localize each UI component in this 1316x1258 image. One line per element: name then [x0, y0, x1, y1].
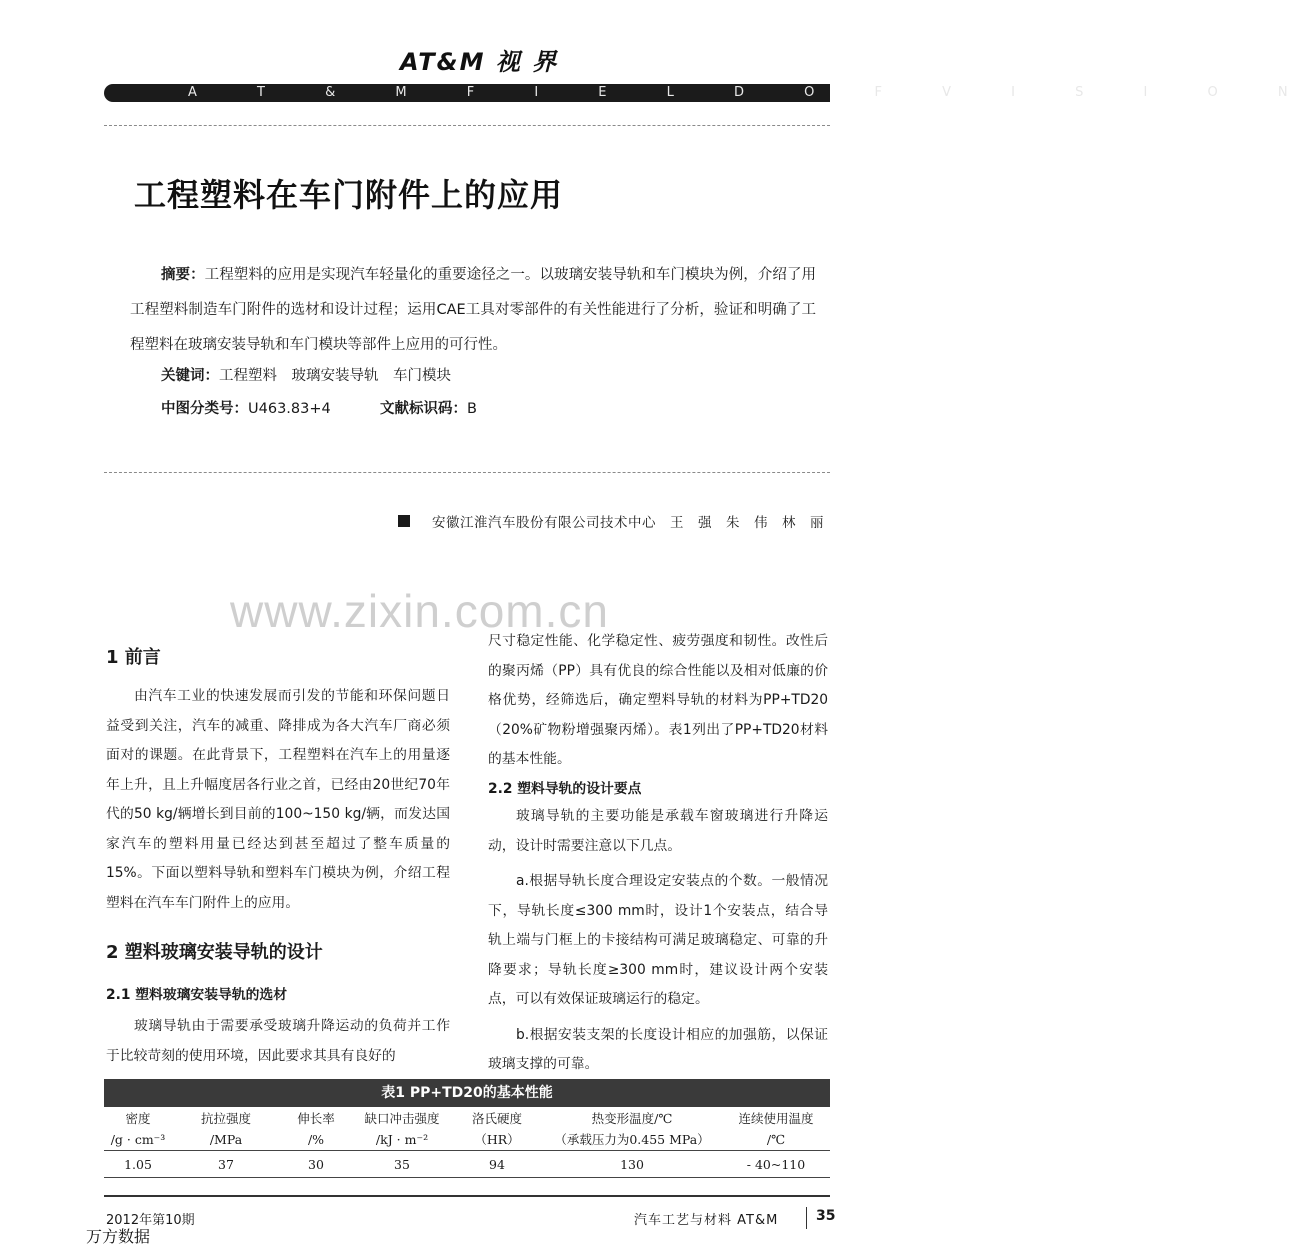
- heading-preface: 1 前言: [106, 647, 161, 668]
- page-number: 35: [816, 1208, 836, 1224]
- journal-name: 汽车工艺与材料 AT&M: [634, 1213, 779, 1228]
- table-units-row: [104, 1129, 830, 1151]
- table-header-cell: 热变形温度/℃: [591, 1111, 673, 1126]
- paragraph-point-b: b.根据安装支架的长度设计相应的加强筋，以保证玻璃支撑的可靠。: [488, 1026, 828, 1072]
- table-value-cell: 94: [452, 1151, 542, 1178]
- right-column-top: [488, 627, 828, 775]
- properties-table: [104, 1108, 830, 1178]
- table-row: [104, 1151, 830, 1178]
- wanfang-brand: 万方数据: [86, 1227, 151, 1246]
- watermark: www.zixin.com.cn: [230, 585, 609, 637]
- table-header-cell: 密度: [125, 1111, 151, 1126]
- table-header-cell: 缺口冲击强度: [364, 1111, 440, 1126]
- table-header-cell: 洛氏硬度: [471, 1111, 522, 1126]
- table-header-cell: 连续使用温度: [738, 1111, 814, 1126]
- left-column-material: [106, 1012, 450, 1071]
- abstract-label: 摘要：: [161, 267, 205, 283]
- table-caption: 表1 PP+TD20的基本性能: [104, 1079, 830, 1107]
- keywords-label: 关键词：: [161, 368, 219, 384]
- table-header-row: [104, 1108, 830, 1129]
- paragraph-points: 玻璃导轨的主要功能是承载车窗玻璃进行升降运动，设计时需要注意以下几点。: [488, 808, 828, 854]
- heading-material: 2.1 塑料玻璃安装导轨的选材: [106, 987, 288, 1003]
- abstract-text: 工程塑料的应用是实现汽车轻量化的重要途径之一。以玻璃安装导轨和车门模块为例，介绍了用工程塑料制造车门附件的选材和设计过程；运用CAE工具对零部件的有关性能进行了分析，验证和明确了工程塑料在玻璃安装导轨和车门模块等部件上应用的可行性。: [130, 267, 816, 353]
- section-band-text: A T & M F I E L D O F V I S I O N: [188, 85, 1316, 100]
- paragraph-preface: 由汽车工业的快速发展而引发的节能和环保问题日益受到关注，汽车的减重、降排成为各大汽车厂商必须面对的课题。在此背景下，工程塑料在汽车上的用量逐年上升，且上升幅度居各行业之首，已经由20世纪70年代的50 kg/辆增长到目前的100~150 kg/辆，而发达国家汽车的塑料用量已经达到甚至超过了整车质量的15%。下面以塑料导轨和塑料车门模块为例，介绍工程塑料在汽车车门附件上的应用。: [106, 688, 450, 911]
- header-rule: [104, 125, 830, 126]
- heading-design-points: 2.2 塑料导轨的设计要点: [488, 781, 642, 797]
- table-value-cell: 37: [172, 1151, 280, 1178]
- table-unit-cell: /%: [280, 1129, 352, 1151]
- table-value-cell: 30: [280, 1151, 352, 1178]
- issue-label: 2012年第10期: [106, 1213, 195, 1228]
- doc-code-label: 文献标识码：: [379, 401, 467, 417]
- table-value-cell: 130: [542, 1151, 722, 1178]
- left-column-preface: [106, 682, 450, 918]
- paragraph-point-a: a.根据导轨长度合理设定安装点的个数。一般情况下，导轨长度≤300 mm时，设计1个安装点，结合导轨上端与门框上的卡接结构可满足玻璃稳定、可靠的升降要求；导轨长度≥300 mm时，建议设计两个安装点，可以有效保证玻璃运行的稳定。: [488, 873, 828, 1007]
- classification-line: [161, 397, 477, 418]
- author-affiliation: 安徽江淮汽车股份有限公司技术中心 王 强 朱 伟 林 丽: [432, 515, 824, 531]
- abstract: [130, 258, 816, 363]
- table-value-cell: 1.05: [104, 1151, 172, 1178]
- paragraph-material: 玻璃导轨由于需要承受玻璃升降运动的负荷并工作于比较苛刻的使用环境，因此要求其具有良好的: [106, 1018, 450, 1064]
- table-value-cell: - 40~110: [722, 1151, 830, 1178]
- heading-design: 2 塑料玻璃安装导轨的设计: [106, 942, 323, 963]
- section-title: AT&M 视 界: [400, 48, 559, 76]
- table-unit-cell: /℃: [722, 1129, 830, 1151]
- table-unit-cell: /MPa: [172, 1129, 280, 1151]
- footer-rule: [104, 1195, 830, 1197]
- table-unit-cell: （HR）: [452, 1129, 542, 1151]
- doc-code: B: [466, 401, 477, 417]
- abstract-rule: [104, 472, 830, 473]
- table-header-cell: 抗拉强度: [200, 1111, 251, 1126]
- clc-label: 中图分类号：: [161, 401, 248, 417]
- table-value-cell: 35: [352, 1151, 452, 1178]
- keywords-line: [161, 364, 451, 385]
- author-bullet: [398, 515, 410, 527]
- article-title: 工程塑料在车门附件上的应用: [134, 176, 564, 214]
- table-unit-cell: /g · cm⁻³: [104, 1129, 172, 1151]
- clc-code: U463.83+4: [248, 401, 331, 417]
- table-unit-cell: /kJ · m⁻²: [352, 1129, 452, 1151]
- right-column-points: [488, 802, 828, 1080]
- paragraph-continued: 尺寸稳定性能、化学稳定性、疲劳强度和韧性。改性后的聚丙烯（PP）具有优良的综合性能以及相对低廉的价格优势，经筛选后，确定塑料导轨的材料为PP+TD20（20%矿物粉增强聚丙烯）。表1列出了PP+TD20材料的基本性能。: [488, 633, 828, 767]
- footer-divider: [806, 1207, 807, 1229]
- table-unit-cell: （承载压力为0.455 MPa）: [542, 1129, 722, 1151]
- keywords: 工程塑料 玻璃安装导轨 车门模块: [219, 368, 451, 384]
- table-header-cell: 伸长率: [297, 1111, 335, 1126]
